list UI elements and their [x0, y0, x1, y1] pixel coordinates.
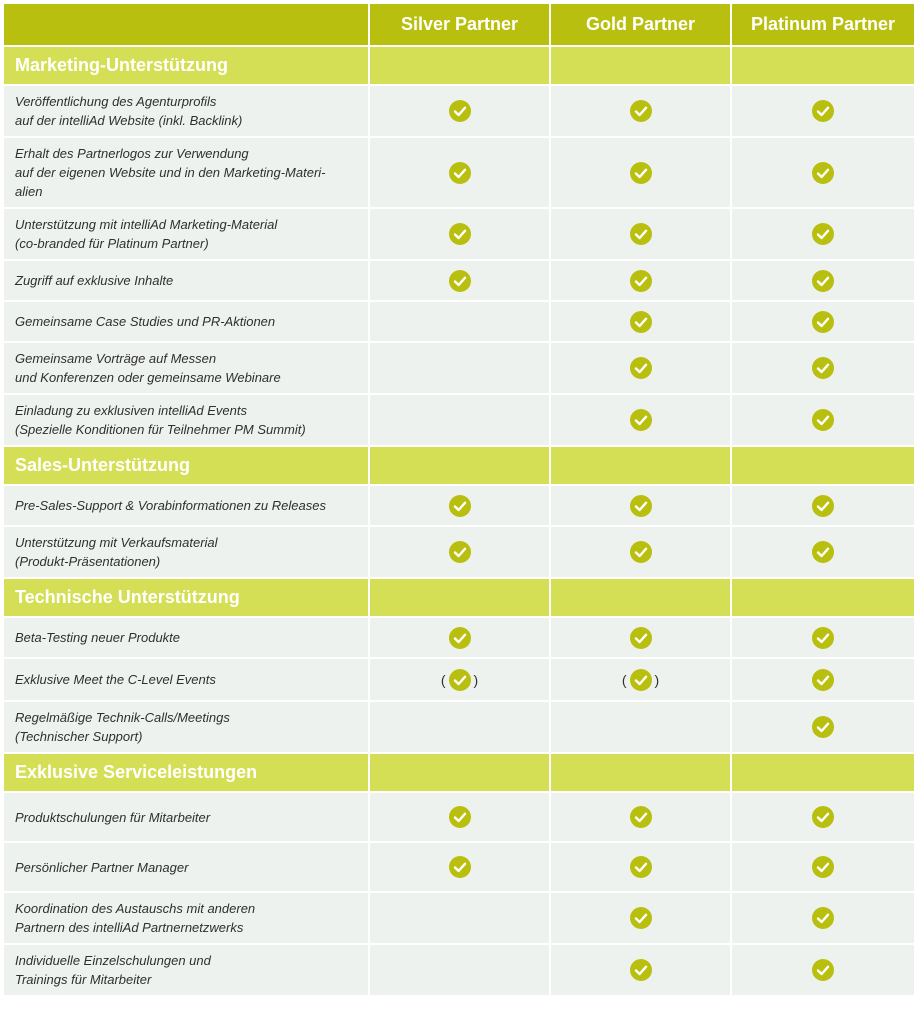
- table-row: [4, 207, 914, 259]
- check-icon: [812, 409, 834, 431]
- table-row: [4, 616, 914, 657]
- cell-silver: [370, 300, 551, 341]
- table-row: [4, 259, 914, 300]
- feature-label: Gemeinsame Vorträge auf Messen und Konferenzen oder gemeinsame Webinare: [4, 341, 370, 393]
- table-row: [4, 300, 914, 341]
- check-icon: [812, 100, 834, 122]
- check-icon: [812, 311, 834, 333]
- cell-platinum: [732, 484, 914, 525]
- table-row: [4, 341, 914, 393]
- cell-platinum: [732, 341, 914, 393]
- cell-platinum: [732, 259, 914, 300]
- cell-silver: [370, 791, 551, 841]
- feature-label: Individuelle Einzelschulungen und Trainings für Mitarbeiter: [4, 943, 370, 995]
- section-title: Exklusive Serviceleistungen: [4, 752, 370, 791]
- section-technical: [4, 577, 914, 616]
- check-icon: [630, 223, 652, 245]
- cell-gold: [551, 84, 732, 136]
- cell-platinum: [732, 616, 914, 657]
- cell-platinum: [732, 841, 914, 891]
- cell-silver: [370, 136, 551, 207]
- cell-gold: [551, 700, 732, 752]
- check-icon: [449, 806, 471, 828]
- check-icon: [630, 627, 652, 649]
- check-icon: [449, 495, 471, 517]
- feature-label: Beta-Testing neuer Produkte: [4, 616, 370, 657]
- cell-silver: [370, 700, 551, 752]
- header-platinum: Platinum Partner: [732, 4, 914, 45]
- check-icon: [630, 669, 652, 691]
- cell-platinum: [732, 891, 914, 943]
- check-icon: [812, 907, 834, 929]
- check-icon: [449, 627, 471, 649]
- cell-gold: [551, 207, 732, 259]
- partial-close: ): [654, 671, 660, 688]
- partial-close: ): [473, 671, 479, 688]
- cell-gold: [551, 341, 732, 393]
- table-row: [4, 943, 914, 995]
- feature-label: Exklusive Meet the C-Level Events: [4, 657, 370, 700]
- check-icon: [812, 856, 834, 878]
- table-row: [4, 891, 914, 943]
- feature-label: Erhalt des Partnerlogos zur Verwendung auf der eigenen Website und in den Marketing-Materi- alien: [4, 136, 370, 207]
- cell-platinum: [732, 300, 914, 341]
- partner-comparison: [4, 4, 914, 995]
- cell-gold: [551, 136, 732, 207]
- cell-silver: [370, 525, 551, 577]
- cell-platinum: [732, 136, 914, 207]
- cell-gold: [551, 891, 732, 943]
- cell-gold: [551, 616, 732, 657]
- check-icon: [630, 856, 652, 878]
- check-icon: [812, 806, 834, 828]
- check-icon: [449, 223, 471, 245]
- header-gold: Gold Partner: [551, 4, 732, 45]
- feature-label: Unterstützung mit intelliAd Marketing-Material (co-branded für Platinum Partner): [4, 207, 370, 259]
- table-row: [4, 393, 914, 445]
- table-row: [4, 657, 914, 700]
- cell-platinum: [732, 943, 914, 995]
- table-row: [4, 525, 914, 577]
- header-silver: Silver Partner: [370, 4, 551, 45]
- cell-silver: [370, 943, 551, 995]
- check-icon: [449, 669, 471, 691]
- cell-gold: [551, 484, 732, 525]
- check-icon: [630, 311, 652, 333]
- cell-gold: [551, 300, 732, 341]
- section-title: Sales-Unterstützung: [4, 445, 370, 484]
- section-services: [4, 752, 914, 791]
- header-row: [4, 4, 914, 45]
- cell-silver: [370, 84, 551, 136]
- check-icon: [449, 100, 471, 122]
- cell-platinum: [732, 84, 914, 136]
- cell-silver: [370, 393, 551, 445]
- feature-label: Persönlicher Partner Manager: [4, 841, 370, 891]
- check-icon: [449, 270, 471, 292]
- cell-silver: [370, 891, 551, 943]
- check-icon: [630, 541, 652, 563]
- cell-gold: [551, 393, 732, 445]
- cell-gold: [551, 259, 732, 300]
- feature-label: Koordination des Austauschs mit anderen Partnern des intelliAd Partnernetzwerks: [4, 891, 370, 943]
- check-icon: [449, 856, 471, 878]
- check-icon: [630, 806, 652, 828]
- cell-platinum: [732, 791, 914, 841]
- cell-gold: [551, 525, 732, 577]
- feature-label: Regelmäßige Technik-Calls/Meetings (Technischer Support): [4, 700, 370, 752]
- partial-open: (: [621, 671, 627, 688]
- check-icon: [630, 270, 652, 292]
- table-row: [4, 841, 914, 891]
- section-title: Technische Unterstützung: [4, 577, 370, 616]
- check-icon: [812, 270, 834, 292]
- cell-silver: [370, 259, 551, 300]
- check-icon: [630, 959, 652, 981]
- header-blank: [4, 4, 370, 45]
- partial-open: (: [440, 671, 446, 688]
- section-sales: [4, 445, 914, 484]
- cell-platinum: [732, 207, 914, 259]
- cell-silver: [370, 484, 551, 525]
- section-title: Marketing-Unterstützung: [4, 45, 370, 84]
- table-row: [4, 700, 914, 752]
- cell-platinum: [732, 700, 914, 752]
- feature-label: Pre-Sales-Support & Vorabinformationen zu Releases: [4, 484, 370, 525]
- cell-silver: [370, 841, 551, 891]
- feature-label: Gemeinsame Case Studies und PR-Aktionen: [4, 300, 370, 341]
- check-icon: [630, 907, 652, 929]
- cell-platinum: [732, 525, 914, 577]
- feature-label: Unterstützung mit Verkaufsmaterial (Produkt-Präsentationen): [4, 525, 370, 577]
- check-icon: [812, 959, 834, 981]
- check-icon: [812, 495, 834, 517]
- cell-silver: [370, 207, 551, 259]
- table-row: [4, 136, 914, 207]
- cell-gold: [551, 943, 732, 995]
- check-icon: [630, 495, 652, 517]
- check-icon: [812, 357, 834, 379]
- check-icon: [449, 541, 471, 563]
- cell-gold: [551, 791, 732, 841]
- table-row: [4, 84, 914, 136]
- check-icon: [812, 716, 834, 738]
- cell-platinum: [732, 393, 914, 445]
- feature-label: Zugriff auf exklusive Inhalte: [4, 259, 370, 300]
- cell-silver: [370, 616, 551, 657]
- check-icon: [812, 223, 834, 245]
- check-icon: [812, 669, 834, 691]
- section-marketing: [4, 45, 914, 84]
- feature-label: Produktschulungen für Mitarbeiter: [4, 791, 370, 841]
- check-icon: [630, 162, 652, 184]
- check-icon: [449, 162, 471, 184]
- cell-silver: [370, 657, 551, 700]
- check-icon: [812, 162, 834, 184]
- check-icon: [630, 100, 652, 122]
- cell-silver: [370, 341, 551, 393]
- comparison-table: [4, 4, 914, 995]
- feature-label: Einladung zu exklusiven intelliAd Events (Spezielle Konditionen für Teilnehmer PM Summit): [4, 393, 370, 445]
- check-icon: [812, 541, 834, 563]
- cell-gold: [551, 657, 732, 700]
- table-row: [4, 791, 914, 841]
- cell-gold: [551, 841, 732, 891]
- table-row: [4, 484, 914, 525]
- cell-platinum: [732, 657, 914, 700]
- check-icon: [630, 357, 652, 379]
- feature-label: Veröffentlichung des Agenturprofils auf der intelliAd Website (inkl. Backlink): [4, 84, 370, 136]
- check-icon: [812, 627, 834, 649]
- check-icon: [630, 409, 652, 431]
